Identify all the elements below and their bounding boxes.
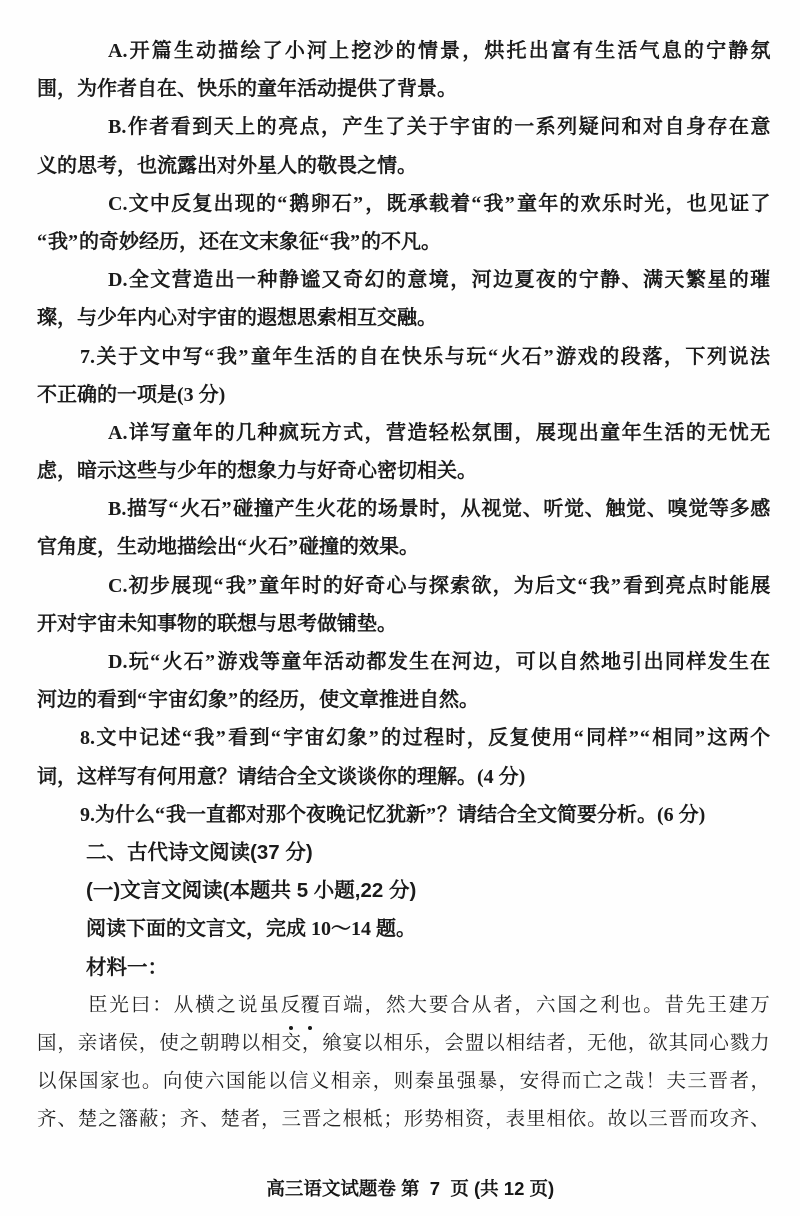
option-A-2-cont: 虑，暗示这些与少年的想象力与好奇心密切相关。 [37,460,477,483]
emphasis-char: 反 [281,987,301,1025]
quote-mark: ” [350,230,360,253]
material-1-label: 材料一： [86,955,168,979]
quote-mark: ” [221,498,232,521]
option-A-2: A.详写童年的几种疯玩方式，营造轻松氛围，展现出童年生活的无忧无 [108,421,771,444]
option-B-1-cont: 义的思考，也流露出对外星人的敬畏之情。 [37,154,417,177]
quote-mark: “ [150,651,161,673]
quote-mark: ” [238,345,249,368]
quote-mark: ” [543,345,554,368]
option-C-1-cont: “我”的奇妙经历，还在文末象征“我”的不凡。 [37,223,770,261]
quote-mark: “ [639,727,650,750]
quote-mark: “ [37,230,47,253]
quote-mark: “ [319,230,329,253]
quote-mark: “ [270,727,281,750]
option-D-1: D.全文营造出一种静谧又奇幻的意境，河边夏夜的宁静、满天繁星的璀 [108,269,771,292]
quote-mark: ” [205,651,216,673]
reading-instruction: 阅读下面的文言文，完成 10～14 题。 [86,918,416,941]
option-B-1: B.作者看到天上的亮点，产生了关于宇宙的一系列疑问和对自身存在意 [108,116,771,139]
quote-mark: ” [426,803,436,826]
quote-mark: ” [695,727,705,750]
emphasis-char: 覆 [300,987,320,1025]
quote-mark: ” [610,574,621,597]
quote-mark: ” [228,689,238,712]
quote-mark: “ [168,498,179,521]
question-9: 9.为什么“我一直都对那个夜晚记忆犹新”？请结合全文简要分析。(6 分) [80,796,770,834]
option-D-2-cont: 河边的看到“宇宙幻象”的经历，使文章推进自然。 [37,681,770,719]
quote-mark: “ [204,345,215,368]
quote-mark: “ [573,727,584,750]
question-8-cont: 词，这样写有何用意？请结合全文谈谈你的理解。(4 分) [37,765,526,788]
option-A-1: A.开篇生动描绘了小河上挖沙的情景，烘托出富有生活气息的宁静氛 [108,40,771,62]
quote-mark: “ [237,536,247,559]
quote-mark: ” [215,727,226,750]
page-footer [0,1150,800,1216]
option-D-1-cont: 璨，与少年内心对宇宙的遐想思索相互交融。 [37,307,437,330]
classical-text-line-1: 臣光曰：从横之说虽反覆百端，然大要合从者，六国之利也。昔先王建万 [88,987,770,1025]
quote-mark: “ [181,727,192,750]
text-block [37,32,770,1139]
quote-mark: ” [504,192,515,215]
quote-mark: ” [628,727,639,750]
quote-mark: “ [277,192,288,215]
quote-mark: ” [353,192,364,215]
option-B-2-cont: 官角度，生动地描绘出“火石”碰撞的效果。 [37,528,770,566]
option-C-2-cont: 开对宇宙未知事物的联想与思考做铺垫。 [37,612,397,635]
question-7: 7.关于文中写“我”童年生活的自在快乐与玩“火石”游戏的段落，下列说法 [80,338,770,376]
classical-text-line-2: 国，亲诸侯，使之朝聘以相交，飨宴以相乐，会盟以相结者，无他，欲其同心戮力 [37,1032,770,1054]
quote-mark: “ [213,574,224,597]
quote-mark: ” [246,574,257,597]
quote-mark: ” [368,727,379,750]
quote-mark: “ [155,803,165,826]
quote-mark: ” [288,536,298,559]
quote-mark: “ [137,689,147,712]
quote-mark: ” [68,230,78,253]
quote-mark: “ [471,192,482,215]
option-C-1: C.文中反复出现的“鹅卵石”，既承载着“我”童年的欢乐时光，也见证了 [108,185,770,223]
option-B-2: B.描写“火石”碰撞产生火花的场景时，从视觉、听觉、触觉、嗅觉等多感 [108,490,770,528]
option-A-1-cont: 围，为作者自在、快乐的童年活动提供了背景。 [37,78,457,101]
footer-text: 高三语文试题卷 第 7 页 (共 12 页) [266,1178,555,1199]
quote-mark: “ [577,574,588,597]
option-C-2: C.初步展现“我”童年时的好奇心与探索欲，为后文“我”看到亮点时能展 [108,567,770,605]
classical-text-line-3: 以保国家也。向使六国能以信义相亲，则秦虽强暴，安得而亡之哉！夫三晋者， [37,1071,770,1093]
section-heading-2: 二、古代诗文阅读(37 分) [86,840,313,864]
classical-text-line-4: 齐、楚之籓蔽；齐、楚者，三晋之根柢；形势相资，表里相依。故以三晋而攻齐、 [37,1109,770,1131]
question-7-cont: 不正确的一项是(3 分) [37,383,226,406]
option-D-2: D.玩“火石”游戏等童年活动都发生在河边，可以自然地引出同样发生在 [108,643,770,681]
quote-mark: “ [487,345,498,368]
question-8: 8.文中记述“我”看到“宇宙幻象”的过程时，反复使用“同样”“相同”这两个 [80,719,770,757]
subsection-heading-1: (一)文言文阅读(本题共 5 小题,22 分) [86,879,417,903]
